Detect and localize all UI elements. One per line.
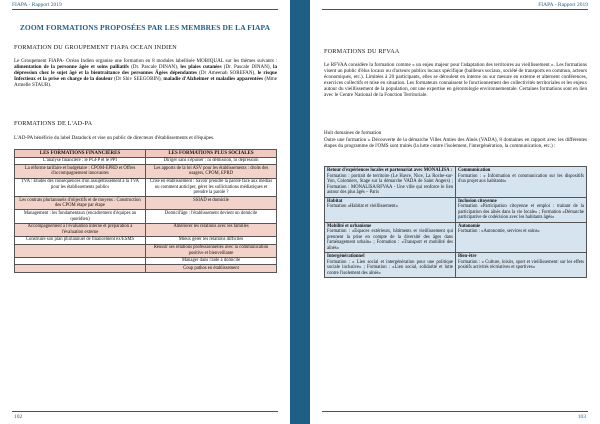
running-header: FIAPA - Rapport 2019 [12,2,62,8]
text-bold: les plaies cutanées [180,64,222,71]
domain-title: Retour d'expériences locales et partenariat avec MONALISA : [327,168,453,173]
table-row [15,178,277,197]
table-cell: Manager dans l'aide à domicile [146,257,277,265]
text-run: (Dr. Pascale DINAN), [128,64,181,71]
table-cell: Coup pathos en établissement [146,265,277,273]
table-cell [325,197,456,222]
domain-title: Inclusion citoyenne [458,198,497,204]
table-cell: Les contrats pluriannuels d'objectifs et de moyens : Construction des CPOM étape par étape [15,197,146,210]
table-cell: Mieux gérer les relations difficiles [146,236,277,244]
page-title: ZOOM FORMATIONS PROPOSÉES PAR LES MEMBRES DE LA FIAPA [19,23,271,32]
table-cell: Construire son plan pluriannuel de financement ex/ESMS [15,236,146,244]
domain-text: Formation : « Culture, loisirs, sport et vieillissement: sur les effets positifs activités récréatives et sportives» [458,259,584,270]
text-run: (Dr. Pascale DINAN), [221,64,274,71]
domain-title: Mobilité et urbanisme [327,223,372,229]
text-run: Le Groupement FIAPA- Océan Indien organise une formation en 8 modules labellisée MOBIQUAL sur les thèmes suivants : [14,58,277,64]
header-rule [12,9,278,10]
table-row [15,244,277,257]
domains-heading: Huit domaines de formation [324,130,382,136]
rfvaa-domains-table [324,166,587,278]
table-row [15,210,277,223]
text-run: (Dr Shiv SEEGOBIN), [112,76,164,83]
table-row [325,253,587,278]
table-cell: Améliorer les relations avec les familles [146,223,277,236]
table-cell: Management : les fondamentaux (encadrement d'équipes au quotidien) [15,210,146,223]
domain-text: Formation : «Autonomie, services et soins» [458,229,540,234]
table-row [15,265,277,273]
text-bold: maladie d'Alzheimer et maladies apparentées [163,76,263,83]
domains-paragraph: Outre une formation « Découverte de la démarche Villes Amies des Aînés (VADA), 8 domaines en rapport avec les différentes étapes du programme de l'OMS sont traités (la lutte contre l'isolement, l'intergénération, la communication, etc.) : [324,137,587,150]
domain-text: Formation «Habitat et vieillissement» [327,204,398,209]
footer-rule [12,411,278,412]
text-run: (Mme Armelle STAUB). [14,76,277,89]
footer-rule [322,411,588,412]
table-row [15,223,277,236]
section-heading-adpa: FORMATIONS DE L'AD-PA [14,120,93,127]
domain-text: Formation : «Espaces extérieurs, bâtiments et vieillissement qui prennent la prise en compte de la diversité des âges dans l'aménagement urbain» ; Formation : «Transport et mobilité des aînés» [327,229,453,251]
table-row [15,197,277,210]
table-row [325,222,587,253]
table-cell [325,253,456,278]
table-row [15,236,277,244]
text-bold: le risque Infectieux et la prise en charge de la douleur [14,70,278,83]
table-cell: TVA : Etudes des conséquences d'un assujettissement à la TVA pour les établissements publics [15,178,146,197]
rfvaa-intro-paragraph: Le RFVAA considère la formation comme « un enjeu majeur pour l'adaptation des territoires au vieillissement ». Les formations visent un public d'élus locaux ou d'acteurs publics locaux spécifique (bailleurs sociaux, société de transports en commun, acteurs économiques, etc.). Limitées à 20 participants, elles se déroulent en interne ou sur mesure en externe et alternent conférences, exercices collectifs et mise en situation. Les formateurs connaissent le fonctionnement des collectivités territoriales et les enjeux autour du vieillissement de la population, ont une expertise en gérontologie environnementale. Certaines formations sont en lien avec le Centre National de la Fonction Territoriale. [324,62,587,99]
table-cell: La réforme tarifaire et budgétaire : CPOM-EPRD et Offres d'accompagnement innovantes [15,165,146,178]
table-cell: SSIAD et domicile [146,197,277,210]
table-cell: Accompagnement à l'évaluation interne et préparation à l'évaluation externe [15,223,146,236]
table-cell [15,257,146,265]
table-cell: Domicil'âge : l'établissement devient un domicile [146,210,277,223]
page-number: 102 [14,414,23,420]
table-cell: L'analyse financière : le PGFP et le PPI [15,157,146,165]
table-cell: Réussir ses relations professionnelles avec la communication positive et bienveillante [146,244,277,257]
table-cell: Les apports de la loi ASV pour les établissements : droits des usagers, CPOM, EPRD [146,165,277,178]
domain-title: Bien-être [458,254,477,259]
table-row [15,165,277,178]
table-cell [325,167,456,198]
domain-text: Formation : « Information et communication sur les dispositifs d'un projet aux habitants» [458,173,584,184]
book-spine [290,0,310,424]
section-heading-rfvaa: FORMATIONS DU RFVAA [324,48,400,55]
table-cell [456,197,587,222]
table-header: LES FORMATIONS PLUS SOCIALES [146,150,277,158]
left-page [0,0,290,424]
section-heading-fiapa-oi: FORMATION DU GROUPEMENT FIAPA OCEAN INDIEN [14,44,177,51]
table-cell: Diriger sans s'épuiser : ni démission, ni dépression [146,157,277,165]
domain-title: Autonomie [458,223,481,229]
table-cell [456,167,587,198]
table-cell [15,244,146,257]
text-bold: alimentation de la personne âgée et soins palliatifs [14,64,129,71]
right-page [310,0,600,424]
header-rule [322,9,588,10]
text-bold: la dépression chez le sujet âgé et la bientraitance des personnes Âgées dépendantes [14,64,277,77]
domain-text: Formation «Participation citoyenne et emploi : traitant de la participation des aînés dans la vie locale» ; Formation «Démarche participative de codécision avec les habitants âgés» [458,204,584,220]
domain-title: Communication [458,168,491,173]
fiapa-oi-paragraph [14,58,277,88]
domain-title: Intergénérationnel [327,254,365,259]
adpa-training-table [14,149,277,273]
running-header: FIAPA - Rapport 2019 [538,2,588,8]
table-cell [15,265,146,273]
table-row [15,157,277,165]
table-cell [456,253,587,278]
table-row [325,167,587,198]
domain-title: Habitat [327,198,343,204]
domain-text: Formation : portrait de territoire (Le Havre, Nice, La Roche-sur-Yon, Colomiers, Stage sur la démarche VADA de Saint Angers) ; Formation : MONALISA/RFVAA - Une ville qui renforce le lien autour des plus âgés – Paris [327,173,453,195]
table-row [15,257,277,265]
table-cell [325,222,456,253]
page-number: 103 [577,414,586,420]
adpa-paragraph: L'AD-PA bénéficie du label Datadock et vise un public de directeurs d'établissements et d'équipes. [14,135,215,141]
table-cell: Crise en établissement : Savoir prendre la parole face aux médias ou comment anticiper, gérer les sollicitations médiatiques et prendre la parole ? [146,178,277,197]
table-row [325,197,587,222]
domain-text: Formation : « Lien social et intergénération pour une politique sociale inclusive» ; Formation : «Lien social, solidarité et lutte contre l'isolement des aînés» [327,259,453,276]
table-header: LES FORMATIONS FINANCIÈRES [15,150,146,158]
text-run: (Dr Ameenah SOREFAN), [197,70,258,77]
table-cell [456,222,587,253]
